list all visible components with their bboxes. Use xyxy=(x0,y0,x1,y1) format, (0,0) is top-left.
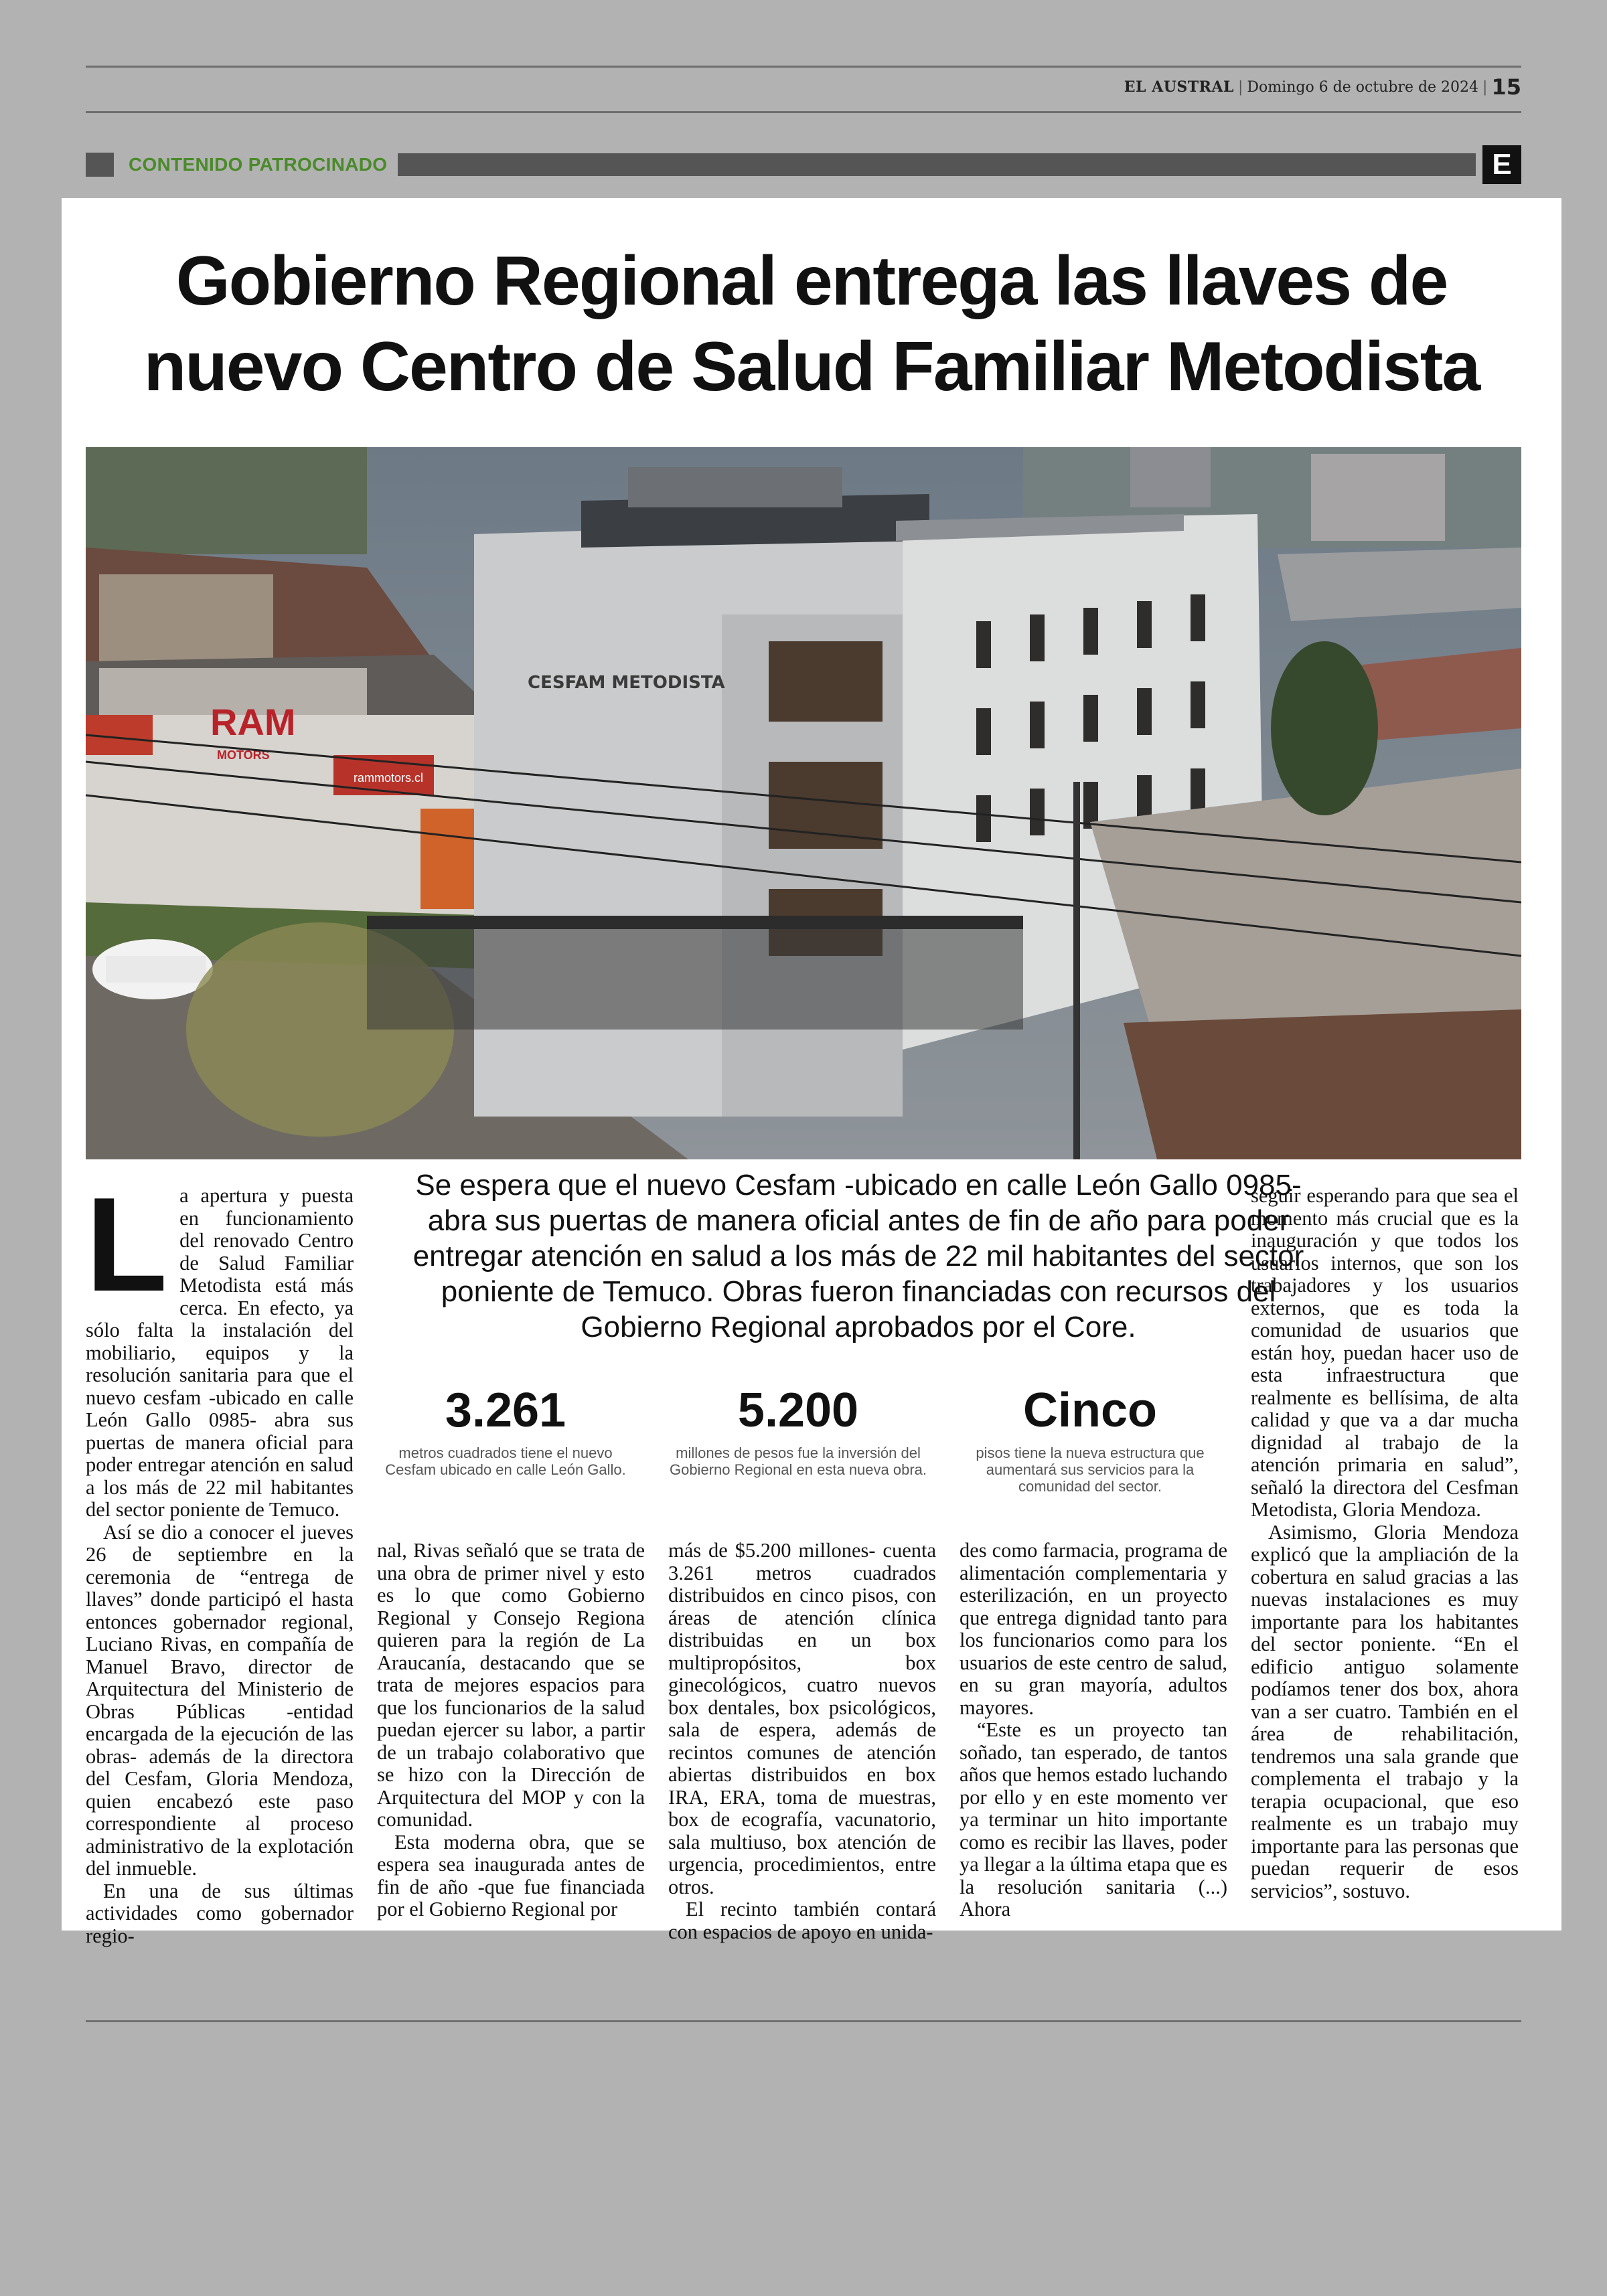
stat-floors xyxy=(956,1380,1224,1495)
bottom-rule xyxy=(86,2020,1521,2022)
stat-investment xyxy=(664,1380,932,1478)
page-header xyxy=(86,67,1521,107)
paragraph: des como farmacia, programa de alimentación complementaria y esterilización, en un proyecto que entrega dignidad tanto para los funcionarios como para los usuarios de este centro de salud, en su gran mayoría, adultos mayores. xyxy=(960,1539,1227,1719)
stat-value: Cinco xyxy=(1022,1384,1157,1437)
building-sign: CESFAM METODISTA xyxy=(528,673,725,693)
dealer-web: rammotors.cl xyxy=(354,771,424,785)
article-panel xyxy=(62,198,1561,1947)
publisher-logo-icon: E xyxy=(1482,145,1521,184)
column-2 xyxy=(377,1540,645,1921)
paragraph: Así se dio a conocer el jueves 26 de septiembre en la ceremonia de “entrega de llaves” donde participó el hasta entonces gobernador regional, Luciano Rivas, en compañía de Manuel Bravo, director de Arquitectura del Ministerio de Obras Públicas -entidad encargada de la ejecución de las obras- además de la directora del Cesfam, Gloria Mendoza, quien encabezó este paso correspondiente al proceso administrativo de la explotación del inmueble. xyxy=(86,1520,354,1880)
article-title xyxy=(62,238,1561,410)
article-deck: Se espera que el nuevo Cesfam -ubicado en calle León Gallo 0985- abra sus puertas de manera oficial antes de fin de año para poder entregar atención en salud a los más de 22 mil habitantes del sector poniente de Temuco. Obras fueron financiadas con recursos del Gobierno Regional aprobados por el Core. xyxy=(412,1169,1304,1343)
dealer-sign-sub: MOTORS xyxy=(217,748,270,762)
paragraph: Asimismo, Gloria Mendoza explicó que la ampliación de la cobertura en salud gracias a las nuevas instalaciones es muy importante para los habitantes del sector poniente. “En el edificio antiguo solamente podíamos tener dos box, ahora van a ser cuatro. También en el área de rehabilitación, tendremos una sala grande que complementa el trabajo y la terapia ocupacional, que eso realmente es un trabajo muy importante para las personas que puedan requerir de esos servicios”, sostuvo. xyxy=(1251,1520,1519,1902)
column-5 xyxy=(1251,1185,1519,1902)
paragraph: más de $5.200 millones- cuenta 3.261 metros cuadrados distribuidos en cinco pisos, con áreas de atención clínica distribuidas en un box multipropósitos, box ginecológicos, cuatro nuevos box dentales, box psicológicos, sala de espera, además de recintos comunes de atención abiertas distribuidos en box IRA, ERA, toma de muestras, box de ecografía, vacunatorio, sala multiuso, box atención de urgencia, procedimientos, entre otros. xyxy=(668,1539,936,1898)
sponsor-bar xyxy=(86,149,1521,181)
stat-value: 5.200 xyxy=(737,1384,859,1437)
paragraph: nal, Rivas señaló que se trata de una obra de primer nivel y esto es lo que como Gobierno Regional y Consejo Regiona quieren para la región de La Araucanía, destacando que se trata de mejores espacios para que los funcionarios de la salud puedan ejercer su labor, a partir de un trabajo colaborativo que se hizo con la Dirección de Arquitectura del MOP y con la comunidad. xyxy=(377,1539,645,1831)
issue-date: Domingo 6 de octubre de 2024 xyxy=(1247,78,1479,96)
paragraph: Esta moderna obra, que se espera sea inaugurada antes de fin de año -que fue financiada por el Gobierno Regional por xyxy=(377,1830,645,1920)
paragraph: a apertura y puesta en funcionamiento del renovado Centro de Salud Familiar Metodista está más cerca. En efecto, ya sólo falta la instalación del mobiliario, equipos y la resolución sanitaria para que el nuevo cesfam -ubicado en calle León Gallo 0985- abra sus puertas de manera oficial para poder entregar atención en salud a los más de 22 mil habitantes del sector poniente de Temuco. xyxy=(86,1184,354,1521)
page-number: 15 xyxy=(1491,74,1521,100)
header-separator: | xyxy=(1482,78,1488,96)
paragraph: El recinto también contará con espacios de apoyo en unida- xyxy=(668,1898,936,1943)
cesfam-building-photo xyxy=(86,447,1521,1159)
sponsor-bar-block xyxy=(86,153,114,177)
stat-caption: millones de pesos fue la inversión del Gobierno Regional en esta nueva obra. xyxy=(669,1445,927,1478)
stat-caption: pisos tiene la nueva estructura que aumentará sus servicios para la comunidad del sector. xyxy=(976,1445,1205,1495)
article-photo xyxy=(86,447,1521,1159)
sponsor-label: CONTENIDO PATROCINADO xyxy=(129,154,388,175)
paragraph: “Este es un proyecto tan soñado, tan esperado, de tantos años que hemos estado luchando por ello y en este momento ver ya terminar un hito importante como es recibir las llaves, poder ya llegar a la última etapa que es la resolución sanitaria (...) Ahora xyxy=(960,1718,1227,1920)
title-line-1: Gobierno Regional entrega las llaves de xyxy=(175,242,1448,320)
newspaper-name: EL AUSTRAL xyxy=(1124,78,1234,96)
header-bottom-rule xyxy=(86,111,1521,113)
column-4 xyxy=(960,1540,1227,1921)
stat-value: 3.261 xyxy=(445,1384,566,1437)
stat-caption: metros cuadrados tiene el nuevo Cesfam ubicado en calle León Gallo. xyxy=(385,1445,626,1478)
title-line-2: nuevo Centro de Salud Familiar Metodista xyxy=(143,328,1480,406)
drop-cap: L xyxy=(86,1170,168,1319)
stat-area xyxy=(372,1380,639,1478)
paragraph: seguir esperando para que sea el momento más crucial que es la inauguración y que todos los usuarios internos, que son los trabajadores y los usuarios externos, que es toda la comunidad de usuarios que están hoy, puedan hacer uso de esta infraestructura que realmente es bellísima, de alta calidad y que va a dar mucha dignidad al trabajo de la atención primaria en salud”, señaló la directora del Cesfman Metodista, Gloria Mendoza. xyxy=(1251,1184,1519,1521)
column-3 xyxy=(668,1540,936,1943)
column-1 xyxy=(86,1170,354,1947)
sponsor-bar-line xyxy=(398,153,1476,176)
paragraph: En una de sus últimas actividades como gobernador regio- xyxy=(86,1879,354,1947)
header-separator: | xyxy=(1237,78,1243,96)
dealer-sign: RAM xyxy=(210,701,296,743)
